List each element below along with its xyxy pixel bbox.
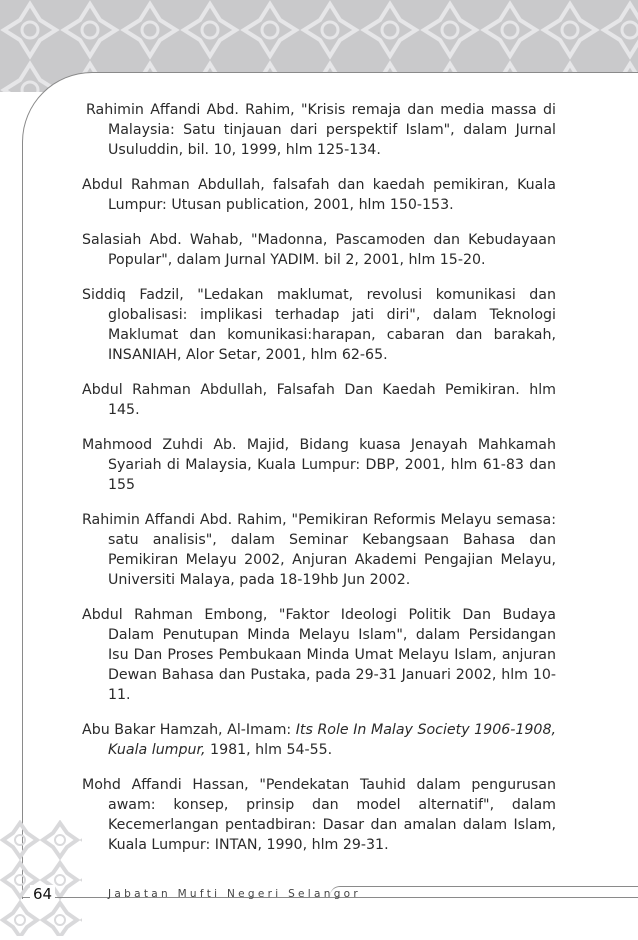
reference-item: Mahmood Zuhdi Ab. Majid, Bidang kuasa Jenayah Mahkamah Syariah di Malaysia, Kuala Lumpur: DBP, 2001, hlm 61-83 dan 155 xyxy=(82,437,556,493)
reference-author: Abu Bakar Hamzah, Al-Imam: xyxy=(82,722,296,738)
footer-pattern-block xyxy=(0,820,82,936)
reference-item: Abdul Rahman Abdullah, Falsafah Dan Kaedah Pemikiran. hlm 145. xyxy=(82,382,556,418)
reference-details: 1981, hlm 54-55. xyxy=(205,742,333,758)
reference-item: Rahimin Affandi Abd. Rahim, "Pemikiran Reformis Melayu semasa: satu analisis", dalam Seminar Kebangsaan Bahasa dan Pemikiran Melayu 2002, Anjuran Akademi Pengajian Melayu, Universiti Malaya, pada 18-19hb Jun 2002. xyxy=(82,512,556,588)
page-number: 64 xyxy=(30,885,55,903)
footer-tab-rule xyxy=(330,886,638,899)
publisher-name: Jabatan Mufti Negeri Selangor xyxy=(108,888,362,900)
reference-item: Rahimin Affandi Abd. Rahim, "Krisis remaja dan media massa di Malaysia: Satu tinjauan dari perspektif Islam", dalam Jurnal Usuluddin, bil. 10, 1999, hlm 125-134. xyxy=(86,102,556,158)
reference-title: Its Role In Malay Society 1906-1908, Kuala lumpur, xyxy=(108,722,556,758)
reference-item: Siddiq Fadzil, "Ledakan maklumat, revolusi komunikasi dan globalisasi: implikasi terhadap jati diri", dalam Teknologi Maklumat dan komunikasi:harapan, cabaran dan barakah, INSANIAH, Alor Setar, 2001, hlm 62-65. xyxy=(82,287,556,363)
reference-item: Abdul Rahman Embong, "Faktor Ideologi Politik Dan Budaya Dalam Penutupan Minda Melayu Islam", dalam Persidangan Isu Dan Proses Pembukaan Minda Umat Melayu Islam, anjuran Dewan Bahasa dan Pustaka, pada 29-31 Januari 2002, hlm 10-11. xyxy=(82,607,556,703)
geometric-pattern-icon xyxy=(0,820,82,936)
reference-item: Salasiah Abd. Wahab, "Madonna, Pascamoden dan Kebudayaan Popular", dalam Jurnal YADIM. bil 2, 2001, hlm 15-20. xyxy=(82,232,556,268)
reference-item xyxy=(82,720,556,760)
reference-item: Mohd Affandi Hassan, "Pendekatan Tauhid dalam pengurusan awam: konsep, prinsip dan model alternatif", dalam Kecemerlangan pentadbiran: Dasar dan amalan dalam Islam, Kuala Lumpur: INTAN, 1990, hlm 29-31. xyxy=(82,777,556,853)
reference-list xyxy=(82,100,556,870)
reference-item: Abdul Rahman Abdullah, falsafah dan kaedah pemikiran, Kuala Lumpur: Utusan publication, 2001, hlm 150-153. xyxy=(82,177,556,213)
